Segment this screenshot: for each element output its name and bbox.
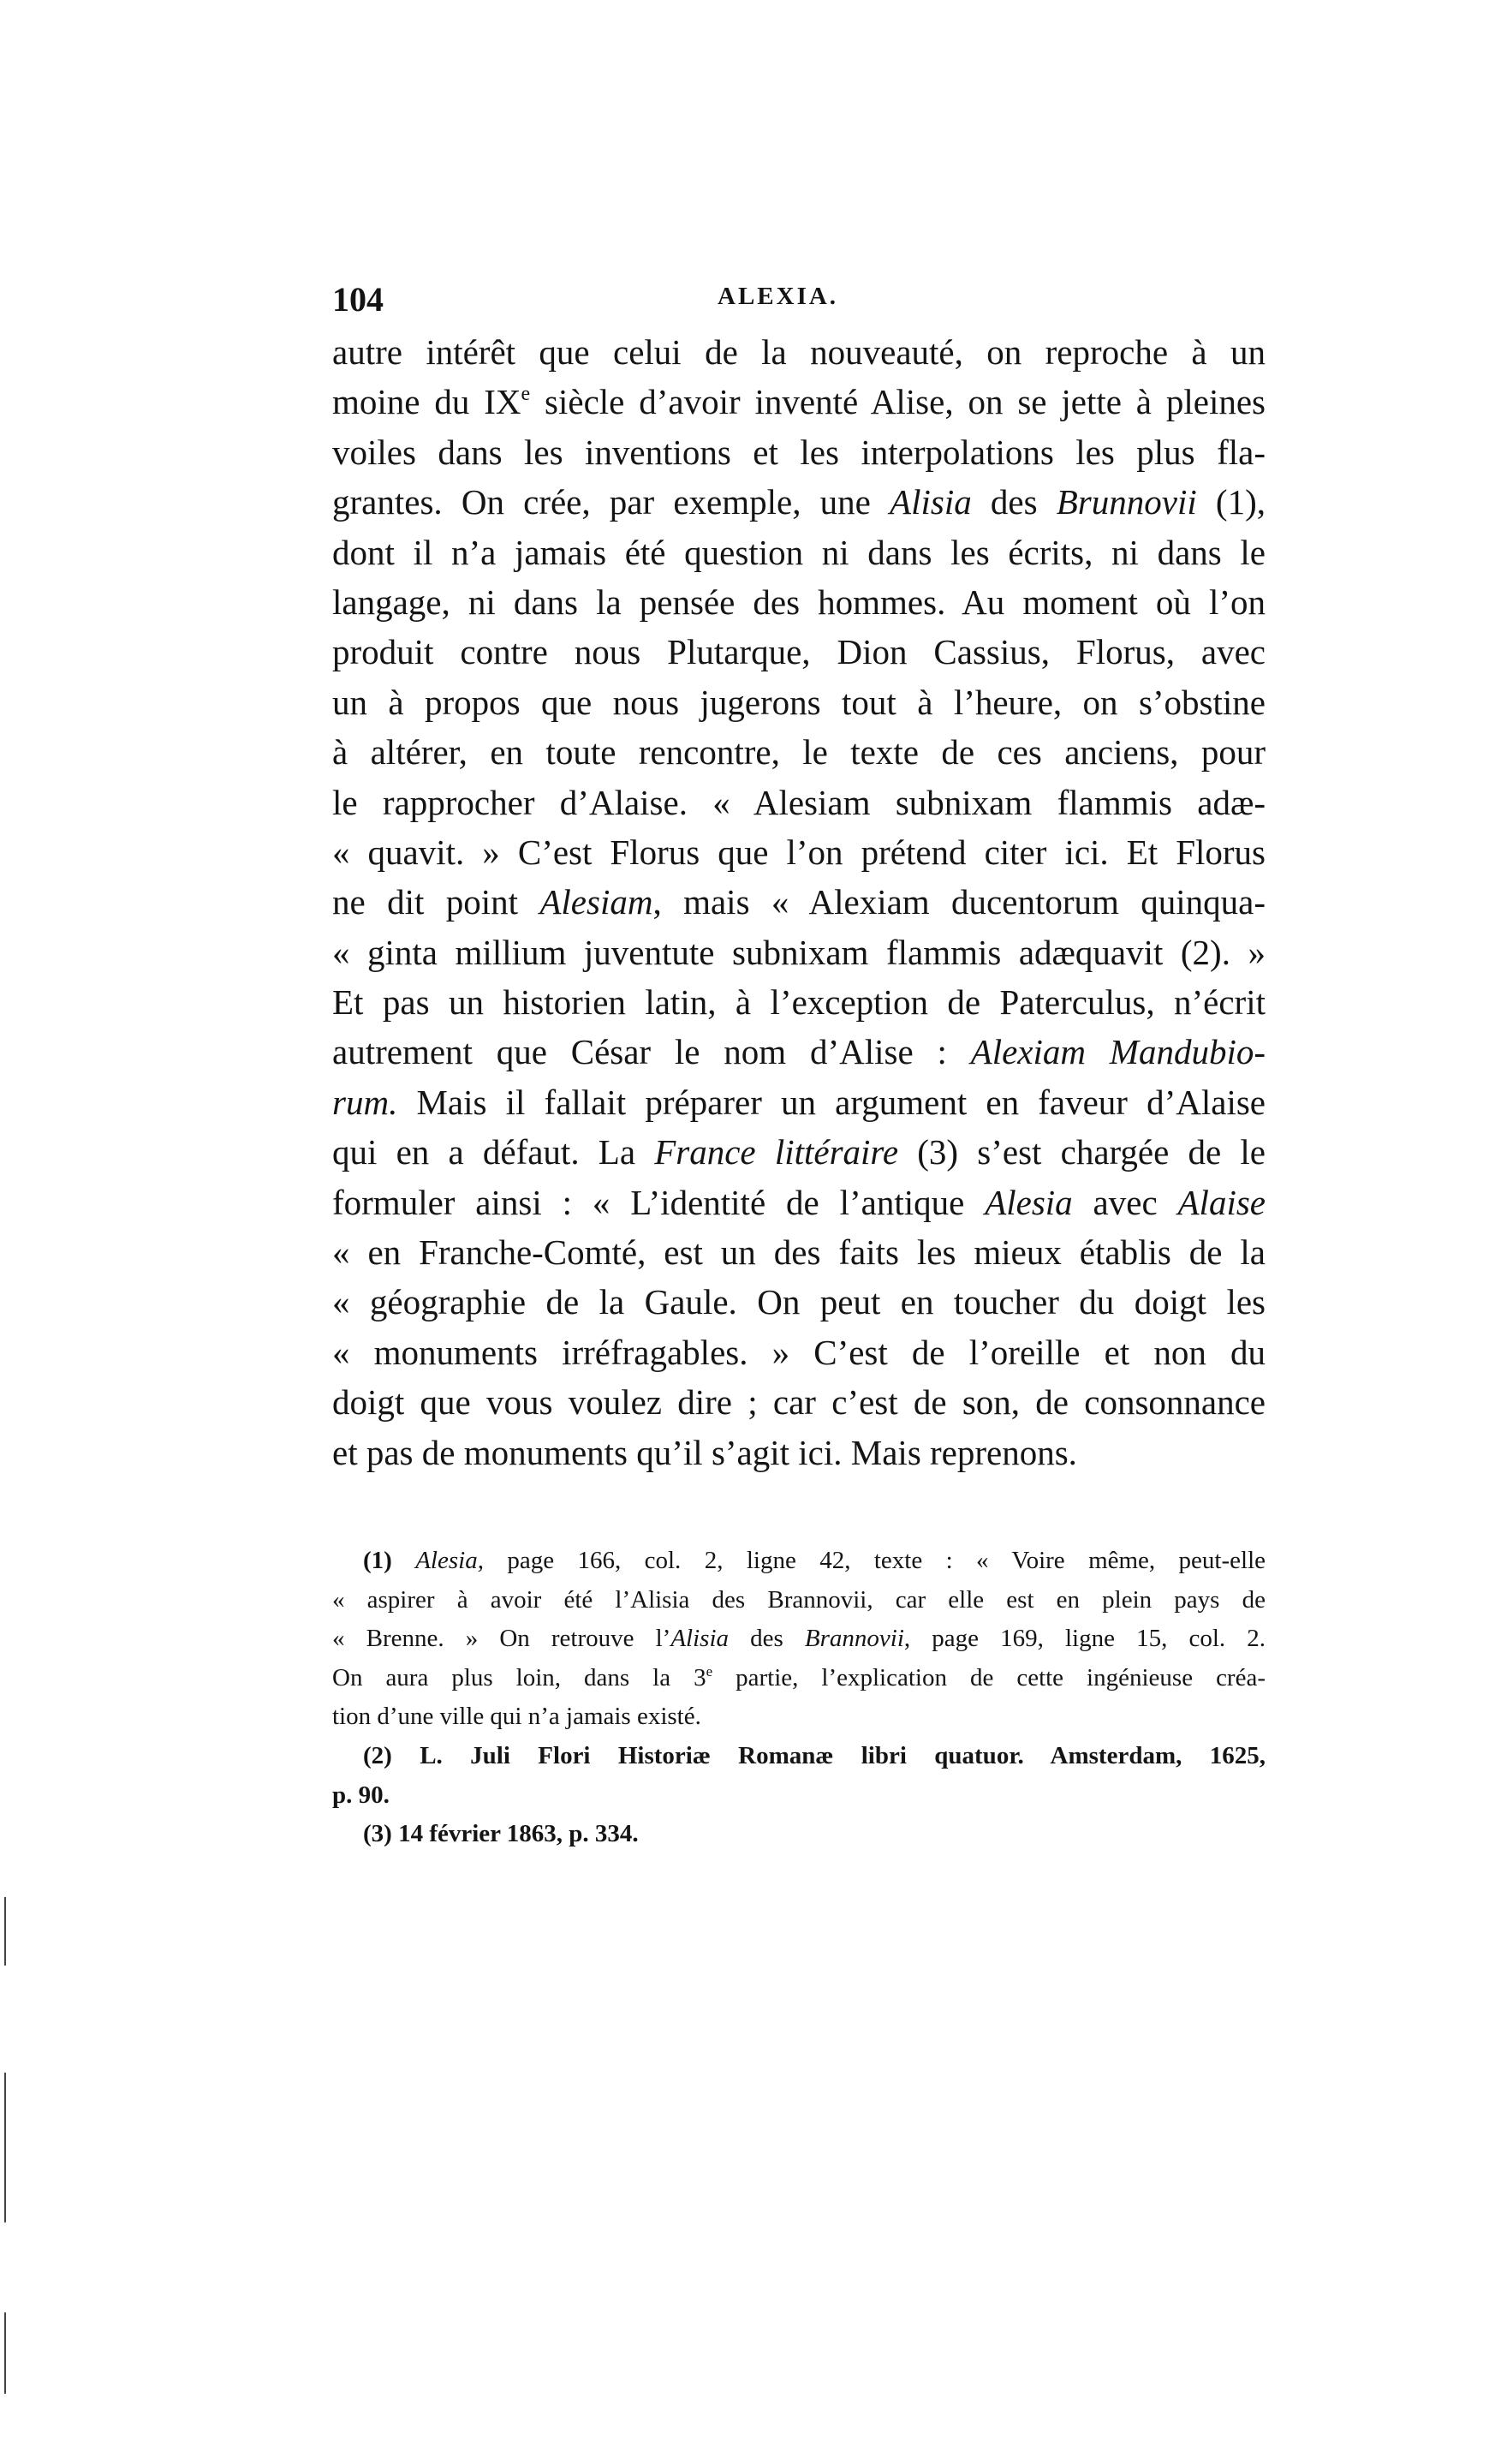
text-line: « géographie de la Gaule. On peut en toucher du doigt les <box>332 1282 1266 1322</box>
footnote-3: (3) 14 février 1863, p. 334. <box>363 1820 639 1848</box>
footnote-1: (1) Alesia, page 166, col. 2, ligne 42, texte : « Voire même, peut-elle <box>363 1547 1266 1574</box>
text-line: à altérer, en toute rencontre, le texte de ces anciens, pour <box>332 732 1266 773</box>
text-line: qui en a défaut. La France littéraire (3) s’est chargée de le <box>332 1132 1266 1172</box>
text-line: grantes. On crée, par exemple, une Alisia des Brunnovii (1), <box>332 482 1266 522</box>
text-line: dont il n’a jamais été question ni dans les écrits, ni dans le <box>332 532 1266 572</box>
superscript: e <box>706 1662 713 1679</box>
page-header <box>332 272 1266 324</box>
superscript: e <box>521 383 531 406</box>
text-line: voiles dans les inventions et les interpolations les plus fla- <box>332 432 1266 472</box>
footnote-line: p. 90. <box>332 1781 390 1809</box>
text-line: langage, ni dans la pensée des hommes. Au moment où l’on <box>332 582 1266 622</box>
footnote-line: « aspirer à avoir été l’Alisia des Brannovii, car elle est en plein pays de <box>332 1585 1266 1614</box>
footnote-line: On aura plus loin, dans la 3e partie, l’explication de cette ingénieuse créa- <box>332 1662 1266 1691</box>
footnotes <box>332 1542 1266 1854</box>
scan-margin-mark <box>4 2312 6 2394</box>
text-line: autrement que César le nom d’Alise : Alexiam Mandubio- <box>332 1032 1266 1072</box>
text-line: ne dit point Alesiam, mais « Alexiam ducentorum quinqua- <box>332 882 1266 922</box>
text-line: « quavit. » C’est Florus que l’on prétend citer ici. Et Florus <box>332 832 1266 872</box>
text-line: moine du IXe siècle d’avoir inventé Alise, on se jette à pleines <box>332 382 1266 422</box>
scan-margin-mark <box>4 2073 6 2222</box>
footnote-line: « Brenne. » On retrouve l’Alisia des Brannovii, page 169, ligne 15, col. 2. <box>332 1625 1266 1653</box>
text-line: « monuments irréfragables. » C’est de l’oreille et non du <box>332 1332 1266 1372</box>
text-line: doigt que vous voulez dire ; car c’est de son, de consonnance <box>332 1382 1266 1423</box>
text-line: produit contre nous Plutarque, Dion Cassius, Florus, avec <box>332 632 1266 672</box>
text-line: rum. Mais il fallait préparer un argument en faveur d’Alaise <box>332 1082 1266 1122</box>
footnote-line: tion d’une ville qui n’a jamais existé. <box>332 1703 701 1731</box>
text-line: « ginta millium juventute subnixam flammis adæquavit (2). » <box>332 932 1266 972</box>
running-title: ALEXIA. <box>718 283 839 310</box>
main-text <box>332 327 1266 1477</box>
text-line: Et pas un historien latin, à l’exception de Paterculus, n’écrit <box>332 982 1266 1023</box>
scan-margin-mark <box>4 1897 6 1966</box>
text-line: « en Franche-Comté, est un des faits les mieux établis de la <box>332 1232 1266 1273</box>
page-number: 104 <box>332 280 384 319</box>
footnote-2: (2) L. Juli Flori Historiæ Romanæ libri quatuor. Amsterdam, 1625, <box>363 1741 1266 1769</box>
text-line: un à propos que nous jugerons tout à l’heure, on s’obstine <box>332 682 1266 722</box>
text-line: formuler ainsi : « L’identité de l’antique Alesia avec Alaise <box>332 1182 1266 1222</box>
text-line: le rapprocher d’Alaise. « Alesiam subnixam flammis adæ- <box>332 782 1266 822</box>
text-line-last: et pas de monuments qu’il s’agit ici. Mais reprenons. <box>332 1432 1077 1472</box>
text-line: autre intérêt que celui de la nouveauté, on reproche à un <box>332 332 1266 372</box>
